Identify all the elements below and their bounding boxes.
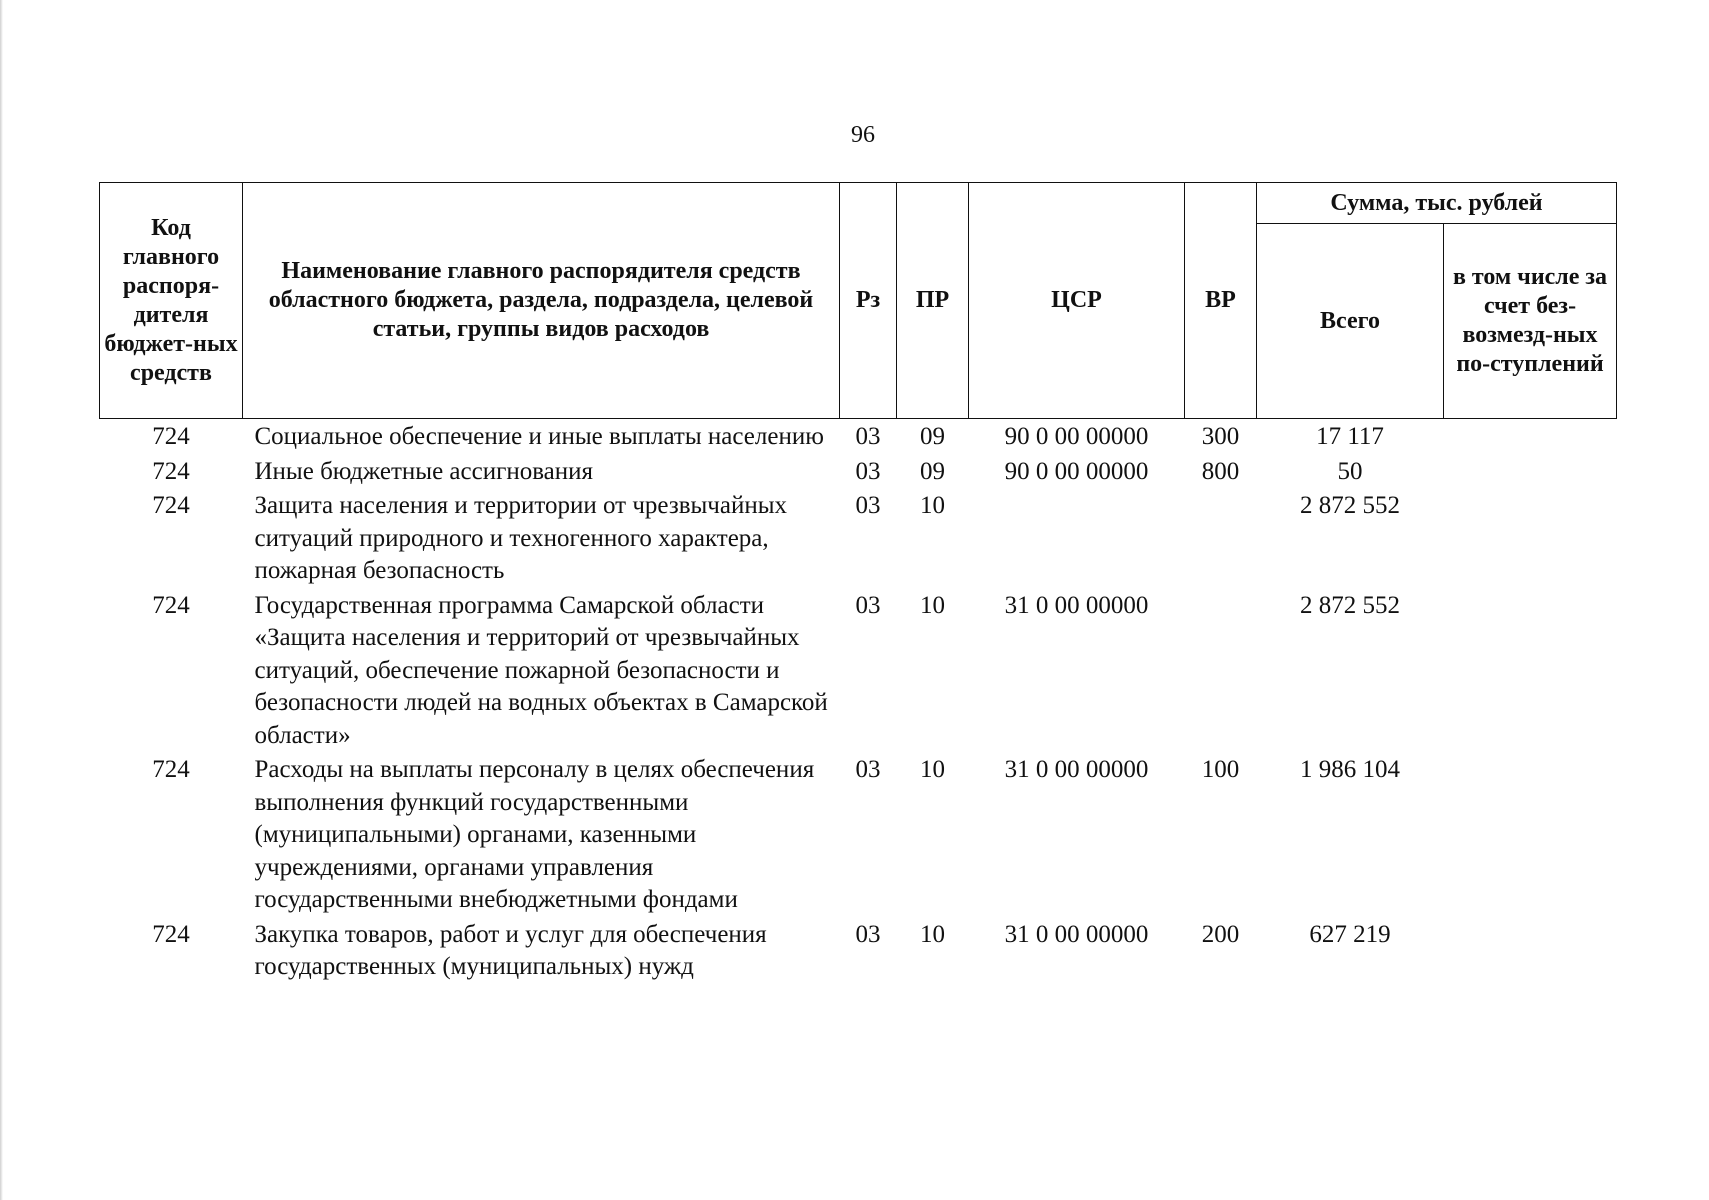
- cell-free: [1444, 589, 1617, 754]
- cell-csr: 31 0 00 00000: [1004, 920, 1149, 948]
- table-row: [100, 455, 1617, 490]
- cell-free: [1444, 918, 1617, 985]
- header-name: Наименование главного распорядителя средств областного бюджета, раздела, подраздела, целевой статьи, группы видов расходов: [243, 183, 840, 419]
- table-body: [100, 419, 1617, 985]
- cell-free: [1444, 455, 1617, 490]
- cell-pr: 09: [920, 423, 945, 450]
- table-row: [100, 589, 1617, 754]
- cell-free: [1444, 419, 1617, 455]
- table-header: [100, 183, 1617, 419]
- header-incl-free: в том числе за счет без-возмезд-ных по-ступлений: [1444, 224, 1617, 419]
- cell-rz: 03: [855, 492, 881, 519]
- cell-name: Закупка товаров, работ и услуг для обеспечения государственных (муниципальных) нужд: [254, 920, 767, 980]
- header-rz: Рз: [840, 183, 897, 419]
- cell-vr: 800: [1201, 457, 1240, 485]
- cell-rz: 03: [855, 756, 881, 783]
- cell-rz: 03: [855, 423, 881, 450]
- table-row: [100, 419, 1617, 455]
- cell-pr: 10: [920, 756, 945, 783]
- cell-code: 724: [152, 591, 190, 619]
- cell-rz: 03: [855, 920, 881, 948]
- cell-pr: 10: [920, 920, 945, 948]
- cell-csr: [969, 489, 1185, 589]
- cell-total: 2 872 552: [1300, 591, 1400, 619]
- header-vr: ВР: [1185, 183, 1257, 419]
- cell-code: 724: [152, 756, 190, 783]
- header-csr: ЦСР: [969, 183, 1185, 419]
- cell-code: 724: [152, 920, 190, 948]
- cell-total: 627 219: [1309, 920, 1391, 948]
- cell-name: Государственная программа Самарской области «Защита населения и территорий от чрезвычайных ситуаций, обеспечение пожарной безопасности и безопасности людей на водных объектах в Самарской области»: [254, 591, 828, 749]
- cell-rz: 03: [855, 591, 881, 619]
- table-row: [100, 753, 1617, 918]
- cell-name: Социальное обеспечение и иные выплаты населению: [254, 423, 824, 450]
- header-sum-group: Сумма, тыс. рублей: [1257, 183, 1617, 224]
- cell-csr: 90 0 00 00000: [1004, 423, 1149, 450]
- cell-vr: [1185, 589, 1257, 754]
- header-code: Код главного распоря-дителя бюджет-ных средств: [100, 183, 243, 419]
- cell-total: 1 986 104: [1300, 756, 1400, 783]
- cell-free: [1444, 489, 1617, 589]
- header-total: Всего: [1257, 224, 1444, 419]
- cell-total: 17 117: [1316, 423, 1384, 450]
- cell-csr: 31 0 00 00000: [1004, 756, 1149, 783]
- cell-pr: 09: [920, 457, 945, 485]
- cell-code: 724: [152, 423, 190, 450]
- cell-vr: [1185, 489, 1257, 589]
- budget-table: [99, 182, 1617, 985]
- cell-pr: 10: [920, 492, 945, 519]
- table-row: [100, 489, 1617, 589]
- scan-edge: [0, 0, 3, 1200]
- cell-pr: 10: [920, 591, 945, 619]
- cell-csr: 90 0 00 00000: [1004, 457, 1149, 485]
- cell-total: 50: [1337, 457, 1363, 485]
- cell-name: Защита населения и территории от чрезвычайных ситуаций природного и техногенного характера, пожарная безопасность: [254, 492, 788, 584]
- cell-total: 2 872 552: [1300, 492, 1400, 519]
- page-number: 96: [851, 122, 875, 148]
- cell-code: 724: [152, 492, 190, 519]
- cell-free: [1444, 753, 1617, 918]
- cell-rz: 03: [855, 457, 881, 485]
- header-pr: ПР: [897, 183, 969, 419]
- cell-vr: 100: [1201, 756, 1240, 783]
- table-row: [100, 918, 1617, 985]
- cell-name: Расходы на выплаты персоналу в целях обеспечения выполнения функций государственными (муниципальными) органами, казенными учреждениями, органами управления государственными внебюджетными фондами: [254, 756, 815, 913]
- cell-csr: 31 0 00 00000: [1004, 591, 1149, 619]
- cell-name: Иные бюджетные ассигнования: [254, 457, 594, 485]
- cell-vr: 300: [1201, 423, 1240, 450]
- cell-vr: 200: [1201, 920, 1240, 948]
- cell-code: 724: [152, 457, 190, 485]
